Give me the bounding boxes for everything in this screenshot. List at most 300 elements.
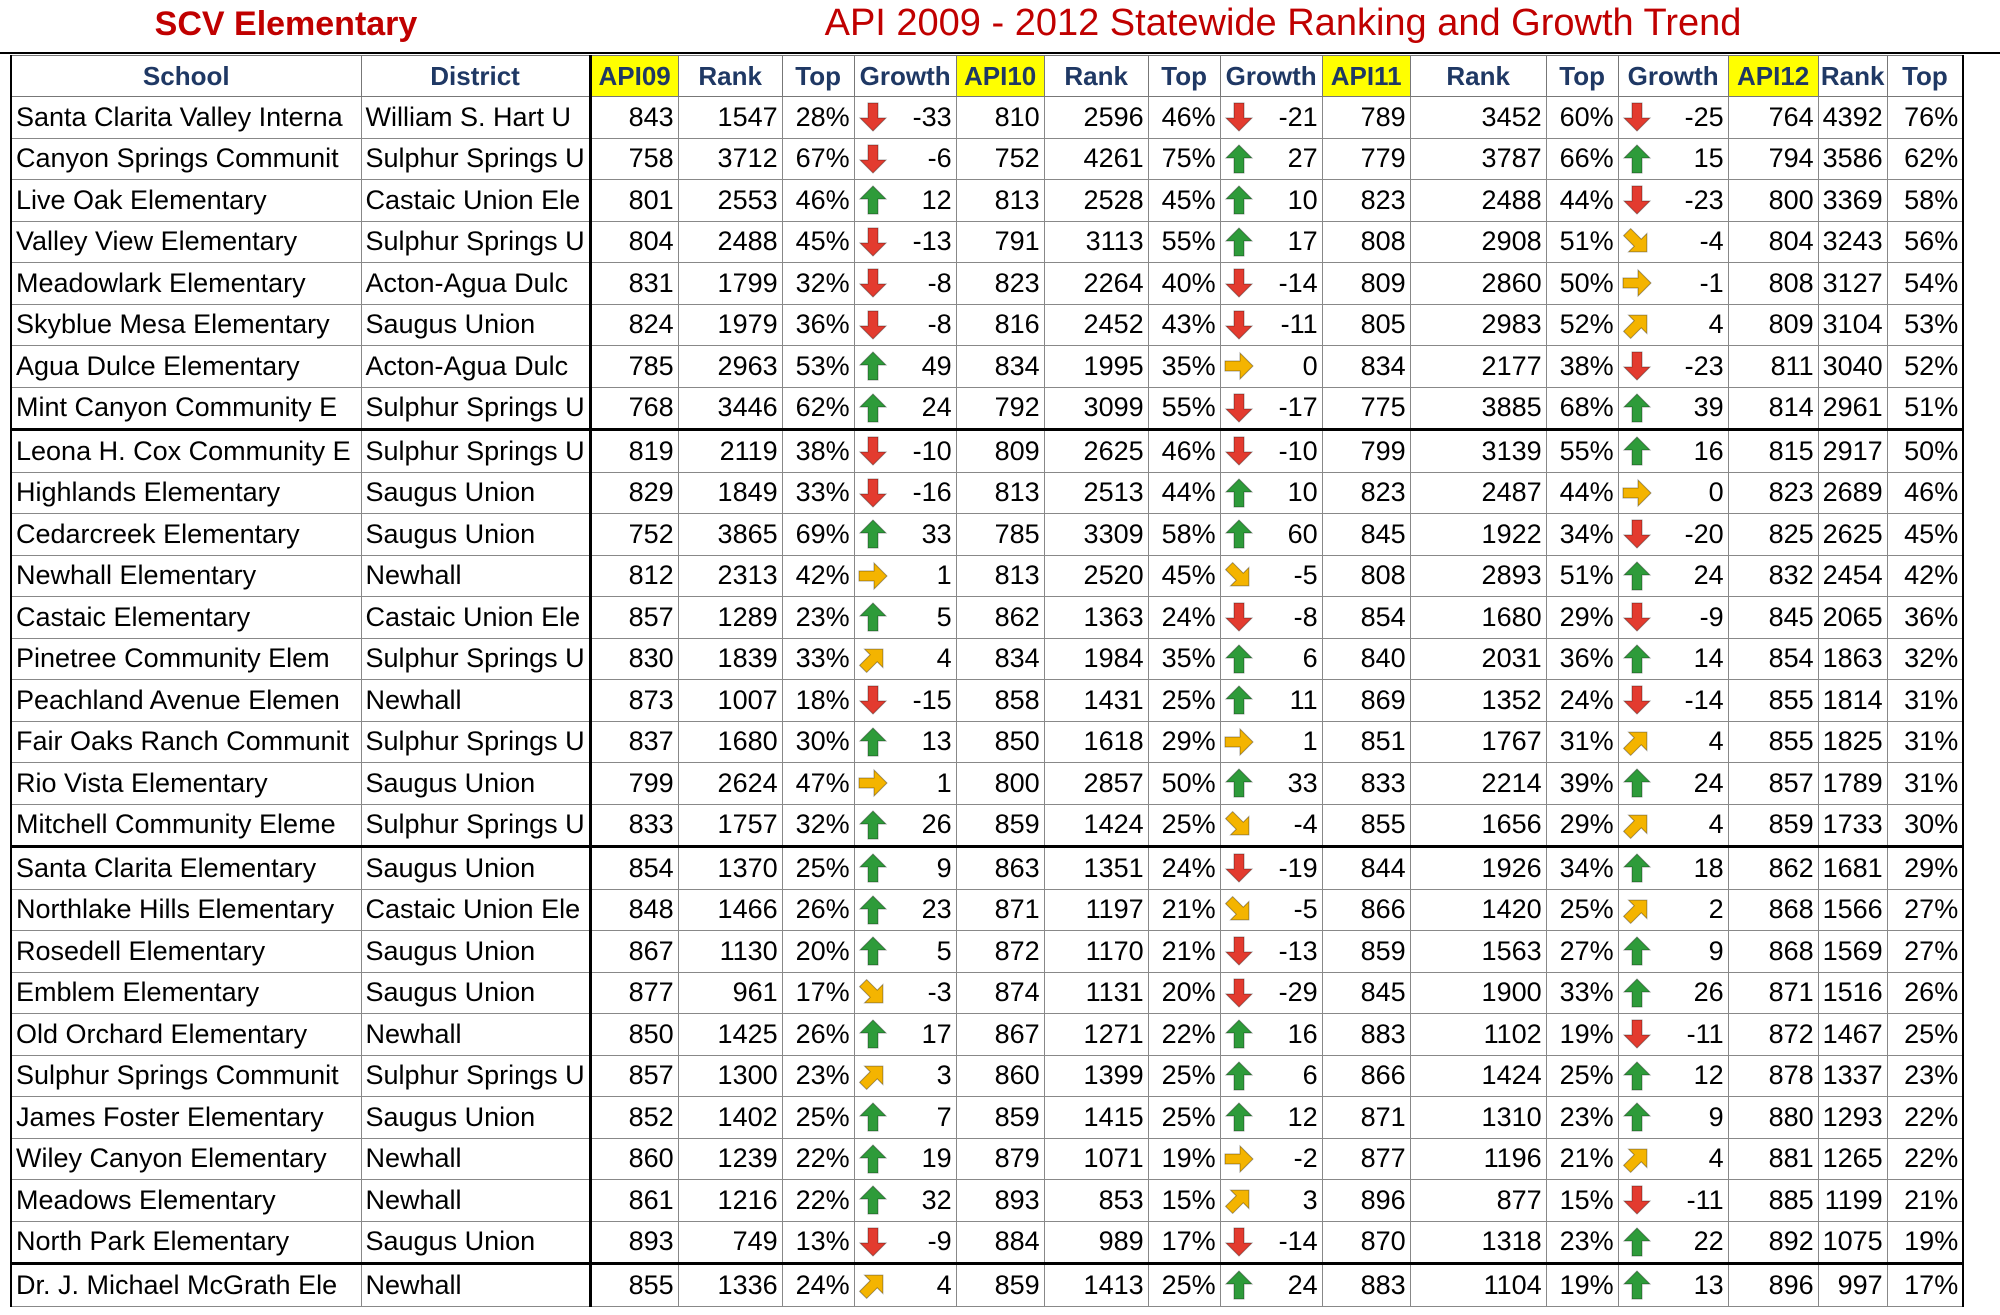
api10-cell[interactable]: 871: [956, 889, 1044, 931]
top12-cell[interactable]: 26%: [1887, 972, 1963, 1014]
growth10-cell[interactable]: [854, 555, 956, 597]
api11-cell[interactable]: 851: [1322, 721, 1410, 763]
growth12-cell[interactable]: [1618, 1014, 1728, 1056]
rank10-cell[interactable]: 1984: [1044, 638, 1148, 680]
api09-cell[interactable]: 837: [590, 721, 678, 763]
api11-cell[interactable]: 775: [1322, 387, 1410, 430]
api12-cell[interactable]: 857: [1728, 763, 1818, 805]
rank10-cell[interactable]: 1995: [1044, 346, 1148, 388]
api11-cell[interactable]: 789: [1322, 97, 1410, 139]
top09-cell[interactable]: 17%: [782, 972, 854, 1014]
api10-cell[interactable]: 752: [956, 138, 1044, 180]
api10-cell[interactable]: 863: [956, 847, 1044, 890]
rank09-cell[interactable]: 1216: [678, 1180, 782, 1222]
api10-cell[interactable]: 792: [956, 387, 1044, 430]
top10-cell[interactable]: 35%: [1148, 346, 1220, 388]
api10-cell[interactable]: 834: [956, 638, 1044, 680]
api11-cell[interactable]: 854: [1322, 597, 1410, 639]
rank10-cell[interactable]: 1415: [1044, 1097, 1148, 1139]
rank10-cell[interactable]: 1271: [1044, 1014, 1148, 1056]
district-cell[interactable]: Saugus Union: [361, 1221, 590, 1264]
growth10-cell[interactable]: [854, 597, 956, 639]
top11-cell[interactable]: 23%: [1546, 1097, 1618, 1139]
growth12-cell[interactable]: [1618, 97, 1728, 139]
district-cell[interactable]: Newhall: [361, 1138, 590, 1180]
growth12-cell[interactable]: [1618, 472, 1728, 514]
api09-cell[interactable]: 785: [590, 346, 678, 388]
top09-cell[interactable]: 13%: [782, 1221, 854, 1264]
api10-cell[interactable]: 834: [956, 346, 1044, 388]
column-header-growth[interactable]: Growth: [1220, 56, 1322, 97]
school-cell[interactable]: Agua Dulce Elementary: [11, 346, 361, 388]
growth11-cell[interactable]: [1220, 972, 1322, 1014]
top11-cell[interactable]: 51%: [1546, 221, 1618, 263]
api09-cell[interactable]: 893: [590, 1221, 678, 1264]
column-header-rank[interactable]: Rank: [678, 56, 782, 97]
top12-cell[interactable]: 62%: [1887, 138, 1963, 180]
growth10-cell[interactable]: [854, 721, 956, 763]
top11-cell[interactable]: 51%: [1546, 555, 1618, 597]
top10-cell[interactable]: 75%: [1148, 138, 1220, 180]
rank11-cell[interactable]: 2860: [1410, 263, 1546, 305]
growth12-cell[interactable]: [1618, 889, 1728, 931]
top09-cell[interactable]: 33%: [782, 638, 854, 680]
rank09-cell[interactable]: 1130: [678, 931, 782, 973]
column-header-rank[interactable]: Rank: [1818, 56, 1887, 97]
growth12-cell[interactable]: [1618, 763, 1728, 805]
rank12-cell[interactable]: 4392: [1818, 97, 1887, 139]
growth12-cell[interactable]: [1618, 1264, 1728, 1307]
rank10-cell[interactable]: 1071: [1044, 1138, 1148, 1180]
district-cell[interactable]: Castaic Union Ele: [361, 597, 590, 639]
growth10-cell[interactable]: [854, 97, 956, 139]
growth10-cell[interactable]: [854, 1180, 956, 1222]
top09-cell[interactable]: 47%: [782, 763, 854, 805]
rank12-cell[interactable]: 2065: [1818, 597, 1887, 639]
top11-cell[interactable]: 29%: [1546, 597, 1618, 639]
api09-cell[interactable]: 768: [590, 387, 678, 430]
rank09-cell[interactable]: 1979: [678, 304, 782, 346]
top11-cell[interactable]: 50%: [1546, 263, 1618, 305]
rank11-cell[interactable]: 2488: [1410, 180, 1546, 222]
rank09-cell[interactable]: 1466: [678, 889, 782, 931]
api12-cell[interactable]: 854: [1728, 638, 1818, 680]
top10-cell[interactable]: 21%: [1148, 931, 1220, 973]
top09-cell[interactable]: 67%: [782, 138, 854, 180]
rank09-cell[interactable]: 2488: [678, 221, 782, 263]
rank11-cell[interactable]: 1104: [1410, 1264, 1546, 1307]
api09-cell[interactable]: 843: [590, 97, 678, 139]
growth11-cell[interactable]: [1220, 1138, 1322, 1180]
rank12-cell[interactable]: 3369: [1818, 180, 1887, 222]
api10-cell[interactable]: 860: [956, 1055, 1044, 1097]
rank12-cell[interactable]: 997: [1818, 1264, 1887, 1307]
top11-cell[interactable]: 15%: [1546, 1180, 1618, 1222]
top09-cell[interactable]: 24%: [782, 1264, 854, 1307]
api10-cell[interactable]: 785: [956, 514, 1044, 556]
district-cell[interactable]: Sulphur Springs U: [361, 638, 590, 680]
api12-cell[interactable]: 855: [1728, 721, 1818, 763]
api09-cell[interactable]: 848: [590, 889, 678, 931]
growth10-cell[interactable]: [854, 1014, 956, 1056]
rank11-cell[interactable]: 1767: [1410, 721, 1546, 763]
top09-cell[interactable]: 23%: [782, 1055, 854, 1097]
api09-cell[interactable]: 854: [590, 847, 678, 890]
school-cell[interactable]: Meadowlark Elementary: [11, 263, 361, 305]
growth11-cell[interactable]: [1220, 1055, 1322, 1097]
rank11-cell[interactable]: 1926: [1410, 847, 1546, 890]
top09-cell[interactable]: 20%: [782, 931, 854, 973]
top10-cell[interactable]: 25%: [1148, 804, 1220, 847]
rank11-cell[interactable]: 2214: [1410, 763, 1546, 805]
district-cell[interactable]: Saugus Union: [361, 763, 590, 805]
top11-cell[interactable]: 39%: [1546, 763, 1618, 805]
rank12-cell[interactable]: 1293: [1818, 1097, 1887, 1139]
api12-cell[interactable]: 892: [1728, 1221, 1818, 1264]
top10-cell[interactable]: 45%: [1148, 555, 1220, 597]
school-cell[interactable]: Canyon Springs Communit: [11, 138, 361, 180]
api10-cell[interactable]: 816: [956, 304, 1044, 346]
top09-cell[interactable]: 23%: [782, 597, 854, 639]
rank10-cell[interactable]: 1413: [1044, 1264, 1148, 1307]
api11-cell[interactable]: 809: [1322, 263, 1410, 305]
api11-cell[interactable]: 845: [1322, 514, 1410, 556]
rank10-cell[interactable]: 2264: [1044, 263, 1148, 305]
growth10-cell[interactable]: [854, 387, 956, 430]
rank11-cell[interactable]: 3787: [1410, 138, 1546, 180]
growth10-cell[interactable]: [854, 221, 956, 263]
rank12-cell[interactable]: 3586: [1818, 138, 1887, 180]
top09-cell[interactable]: 33%: [782, 472, 854, 514]
district-cell[interactable]: Sulphur Springs U: [361, 387, 590, 430]
api10-cell[interactable]: 879: [956, 1138, 1044, 1180]
column-header-api10[interactable]: API10: [956, 56, 1044, 97]
api12-cell[interactable]: 871: [1728, 972, 1818, 1014]
rank10-cell[interactable]: 3309: [1044, 514, 1148, 556]
rank12-cell[interactable]: 3243: [1818, 221, 1887, 263]
growth12-cell[interactable]: [1618, 304, 1728, 346]
rank09-cell[interactable]: 1839: [678, 638, 782, 680]
rank09-cell[interactable]: 3712: [678, 138, 782, 180]
top10-cell[interactable]: 25%: [1148, 1055, 1220, 1097]
api09-cell[interactable]: 877: [590, 972, 678, 1014]
rank11-cell[interactable]: 3139: [1410, 430, 1546, 473]
district-cell[interactable]: Saugus Union: [361, 304, 590, 346]
api11-cell[interactable]: 779: [1322, 138, 1410, 180]
top09-cell[interactable]: 25%: [782, 847, 854, 890]
top09-cell[interactable]: 18%: [782, 680, 854, 722]
top10-cell[interactable]: 17%: [1148, 1221, 1220, 1264]
growth12-cell[interactable]: [1618, 387, 1728, 430]
top12-cell[interactable]: 54%: [1887, 263, 1963, 305]
school-cell[interactable]: Leona H. Cox Community E: [11, 430, 361, 473]
top11-cell[interactable]: 27%: [1546, 931, 1618, 973]
growth10-cell[interactable]: [854, 304, 956, 346]
api12-cell[interactable]: 800: [1728, 180, 1818, 222]
school-cell[interactable]: James Foster Elementary: [11, 1097, 361, 1139]
column-header-rank[interactable]: Rank: [1410, 56, 1546, 97]
top12-cell[interactable]: 27%: [1887, 931, 1963, 973]
top12-cell[interactable]: 45%: [1887, 514, 1963, 556]
api09-cell[interactable]: 857: [590, 597, 678, 639]
district-cell[interactable]: Saugus Union: [361, 514, 590, 556]
api10-cell[interactable]: 810: [956, 97, 1044, 139]
api12-cell[interactable]: 855: [1728, 680, 1818, 722]
growth12-cell[interactable]: [1618, 1055, 1728, 1097]
top09-cell[interactable]: 28%: [782, 97, 854, 139]
district-cell[interactable]: Saugus Union: [361, 1097, 590, 1139]
school-cell[interactable]: Skyblue Mesa Elementary: [11, 304, 361, 346]
rank10-cell[interactable]: 2520: [1044, 555, 1148, 597]
top12-cell[interactable]: 31%: [1887, 680, 1963, 722]
district-cell[interactable]: Saugus Union: [361, 931, 590, 973]
rank11-cell[interactable]: 1922: [1410, 514, 1546, 556]
rank11-cell[interactable]: 1310: [1410, 1097, 1546, 1139]
top10-cell[interactable]: 46%: [1148, 97, 1220, 139]
rank10-cell[interactable]: 1424: [1044, 804, 1148, 847]
school-cell[interactable]: Valley View Elementary: [11, 221, 361, 263]
school-cell[interactable]: Sulphur Springs Communit: [11, 1055, 361, 1097]
api12-cell[interactable]: 845: [1728, 597, 1818, 639]
top11-cell[interactable]: 34%: [1546, 514, 1618, 556]
district-cell[interactable]: Acton-Agua Dulc: [361, 346, 590, 388]
api09-cell[interactable]: 850: [590, 1014, 678, 1056]
api11-cell[interactable]: 799: [1322, 430, 1410, 473]
rank12-cell[interactable]: 3127: [1818, 263, 1887, 305]
column-header-top[interactable]: Top: [1887, 56, 1963, 97]
school-cell[interactable]: Highlands Elementary: [11, 472, 361, 514]
top11-cell[interactable]: 38%: [1546, 346, 1618, 388]
api09-cell[interactable]: 867: [590, 931, 678, 973]
rank11-cell[interactable]: 3885: [1410, 387, 1546, 430]
school-cell[interactable]: Rio Vista Elementary: [11, 763, 361, 805]
school-cell[interactable]: Dr. J. Michael McGrath Ele: [11, 1264, 361, 1307]
rank09-cell[interactable]: 3446: [678, 387, 782, 430]
growth11-cell[interactable]: [1220, 847, 1322, 890]
rank09-cell[interactable]: 1239: [678, 1138, 782, 1180]
top10-cell[interactable]: 25%: [1148, 680, 1220, 722]
column-header-top[interactable]: Top: [782, 56, 854, 97]
top09-cell[interactable]: 46%: [782, 180, 854, 222]
column-header-api12[interactable]: API12: [1728, 56, 1818, 97]
top09-cell[interactable]: 45%: [782, 221, 854, 263]
top11-cell[interactable]: 66%: [1546, 138, 1618, 180]
api09-cell[interactable]: 824: [590, 304, 678, 346]
api11-cell[interactable]: 855: [1322, 804, 1410, 847]
api12-cell[interactable]: 794: [1728, 138, 1818, 180]
top12-cell[interactable]: 29%: [1887, 847, 1963, 890]
api12-cell[interactable]: 868: [1728, 889, 1818, 931]
rank10-cell[interactable]: 853: [1044, 1180, 1148, 1222]
rank12-cell[interactable]: 1814: [1818, 680, 1887, 722]
top11-cell[interactable]: 21%: [1546, 1138, 1618, 1180]
school-cell[interactable]: Castaic Elementary: [11, 597, 361, 639]
column-header-district[interactable]: District: [361, 56, 590, 97]
top10-cell[interactable]: 19%: [1148, 1138, 1220, 1180]
api09-cell[interactable]: 829: [590, 472, 678, 514]
growth12-cell[interactable]: [1618, 847, 1728, 890]
api11-cell[interactable]: 844: [1322, 847, 1410, 890]
top12-cell[interactable]: 27%: [1887, 889, 1963, 931]
rank09-cell[interactable]: 2553: [678, 180, 782, 222]
top09-cell[interactable]: 42%: [782, 555, 854, 597]
rank12-cell[interactable]: 1566: [1818, 889, 1887, 931]
rank10-cell[interactable]: 1618: [1044, 721, 1148, 763]
rank11-cell[interactable]: 1352: [1410, 680, 1546, 722]
rank11-cell[interactable]: 2031: [1410, 638, 1546, 680]
growth10-cell[interactable]: [854, 263, 956, 305]
api12-cell[interactable]: 885: [1728, 1180, 1818, 1222]
district-cell[interactable]: Newhall: [361, 680, 590, 722]
growth10-cell[interactable]: [854, 972, 956, 1014]
rank12-cell[interactable]: 1075: [1818, 1221, 1887, 1264]
growth12-cell[interactable]: [1618, 555, 1728, 597]
api09-cell[interactable]: 831: [590, 263, 678, 305]
growth11-cell[interactable]: [1220, 638, 1322, 680]
top11-cell[interactable]: 31%: [1546, 721, 1618, 763]
column-header-top[interactable]: Top: [1148, 56, 1220, 97]
rank12-cell[interactable]: 3040: [1818, 346, 1887, 388]
rank11-cell[interactable]: 3452: [1410, 97, 1546, 139]
school-cell[interactable]: Peachland Avenue Elemen: [11, 680, 361, 722]
rank10-cell[interactable]: 2596: [1044, 97, 1148, 139]
rank11-cell[interactable]: 2893: [1410, 555, 1546, 597]
top11-cell[interactable]: 29%: [1546, 804, 1618, 847]
top11-cell[interactable]: 19%: [1546, 1264, 1618, 1307]
rank10-cell[interactable]: 2513: [1044, 472, 1148, 514]
growth11-cell[interactable]: [1220, 1264, 1322, 1307]
api11-cell[interactable]: 859: [1322, 931, 1410, 973]
growth12-cell[interactable]: [1618, 597, 1728, 639]
rank12-cell[interactable]: 2625: [1818, 514, 1887, 556]
rank10-cell[interactable]: 2452: [1044, 304, 1148, 346]
growth11-cell[interactable]: [1220, 1014, 1322, 1056]
growth11-cell[interactable]: [1220, 263, 1322, 305]
api10-cell[interactable]: 813: [956, 180, 1044, 222]
school-cell[interactable]: Newhall Elementary: [11, 555, 361, 597]
school-cell[interactable]: Old Orchard Elementary: [11, 1014, 361, 1056]
top10-cell[interactable]: 35%: [1148, 638, 1220, 680]
api11-cell[interactable]: 866: [1322, 1055, 1410, 1097]
top11-cell[interactable]: 34%: [1546, 847, 1618, 890]
top12-cell[interactable]: 25%: [1887, 1014, 1963, 1056]
growth12-cell[interactable]: [1618, 180, 1728, 222]
rank12-cell[interactable]: 1265: [1818, 1138, 1887, 1180]
api12-cell[interactable]: 808: [1728, 263, 1818, 305]
top12-cell[interactable]: 76%: [1887, 97, 1963, 139]
rank09-cell[interactable]: 961: [678, 972, 782, 1014]
top12-cell[interactable]: 52%: [1887, 346, 1963, 388]
growth11-cell[interactable]: [1220, 387, 1322, 430]
api11-cell[interactable]: 808: [1322, 555, 1410, 597]
api12-cell[interactable]: 881: [1728, 1138, 1818, 1180]
api11-cell[interactable]: 870: [1322, 1221, 1410, 1264]
api11-cell[interactable]: 883: [1322, 1264, 1410, 1307]
rank10-cell[interactable]: 1431: [1044, 680, 1148, 722]
top10-cell[interactable]: 40%: [1148, 263, 1220, 305]
top10-cell[interactable]: 43%: [1148, 304, 1220, 346]
top09-cell[interactable]: 36%: [782, 304, 854, 346]
rank09-cell[interactable]: 2119: [678, 430, 782, 473]
top11-cell[interactable]: 25%: [1546, 1055, 1618, 1097]
api12-cell[interactable]: 809: [1728, 304, 1818, 346]
rank09-cell[interactable]: 749: [678, 1221, 782, 1264]
rank10-cell[interactable]: 2857: [1044, 763, 1148, 805]
top11-cell[interactable]: 44%: [1546, 472, 1618, 514]
api11-cell[interactable]: 823: [1322, 180, 1410, 222]
school-cell[interactable]: Live Oak Elementary: [11, 180, 361, 222]
growth12-cell[interactable]: [1618, 1138, 1728, 1180]
rank11-cell[interactable]: 1656: [1410, 804, 1546, 847]
column-header-growth[interactable]: Growth: [854, 56, 956, 97]
top10-cell[interactable]: 55%: [1148, 221, 1220, 263]
column-header-rank[interactable]: Rank: [1044, 56, 1148, 97]
growth12-cell[interactable]: [1618, 221, 1728, 263]
rank12-cell[interactable]: 2689: [1818, 472, 1887, 514]
top11-cell[interactable]: 24%: [1546, 680, 1618, 722]
growth11-cell[interactable]: [1220, 555, 1322, 597]
top12-cell[interactable]: 50%: [1887, 430, 1963, 473]
top12-cell[interactable]: 46%: [1887, 472, 1963, 514]
district-cell[interactable]: Newhall: [361, 1264, 590, 1307]
rank09-cell[interactable]: 2963: [678, 346, 782, 388]
growth12-cell[interactable]: [1618, 931, 1728, 973]
api10-cell[interactable]: 862: [956, 597, 1044, 639]
growth11-cell[interactable]: [1220, 597, 1322, 639]
growth11-cell[interactable]: [1220, 931, 1322, 973]
top10-cell[interactable]: 20%: [1148, 972, 1220, 1014]
rank11-cell[interactable]: 1102: [1410, 1014, 1546, 1056]
top11-cell[interactable]: 25%: [1546, 889, 1618, 931]
growth10-cell[interactable]: [854, 680, 956, 722]
api09-cell[interactable]: 819: [590, 430, 678, 473]
top11-cell[interactable]: 19%: [1546, 1014, 1618, 1056]
growth10-cell[interactable]: [854, 638, 956, 680]
api12-cell[interactable]: 878: [1728, 1055, 1818, 1097]
top10-cell[interactable]: 46%: [1148, 430, 1220, 473]
top11-cell[interactable]: 52%: [1546, 304, 1618, 346]
api10-cell[interactable]: 809: [956, 430, 1044, 473]
rank11-cell[interactable]: 1680: [1410, 597, 1546, 639]
top12-cell[interactable]: 53%: [1887, 304, 1963, 346]
growth12-cell[interactable]: [1618, 638, 1728, 680]
rank12-cell[interactable]: 1337: [1818, 1055, 1887, 1097]
growth11-cell[interactable]: [1220, 514, 1322, 556]
api10-cell[interactable]: 858: [956, 680, 1044, 722]
rank11-cell[interactable]: 2983: [1410, 304, 1546, 346]
api11-cell[interactable]: 834: [1322, 346, 1410, 388]
top12-cell[interactable]: 21%: [1887, 1180, 1963, 1222]
rank09-cell[interactable]: 1370: [678, 847, 782, 890]
growth11-cell[interactable]: [1220, 763, 1322, 805]
top09-cell[interactable]: 53%: [782, 346, 854, 388]
growth12-cell[interactable]: [1618, 1180, 1728, 1222]
school-cell[interactable]: Fair Oaks Ranch Communit: [11, 721, 361, 763]
api10-cell[interactable]: 893: [956, 1180, 1044, 1222]
rank09-cell[interactable]: 1547: [678, 97, 782, 139]
district-cell[interactable]: William S. Hart U: [361, 97, 590, 139]
growth12-cell[interactable]: [1618, 804, 1728, 847]
district-cell[interactable]: Sulphur Springs U: [361, 221, 590, 263]
rank11-cell[interactable]: 877: [1410, 1180, 1546, 1222]
api09-cell[interactable]: 801: [590, 180, 678, 222]
growth11-cell[interactable]: [1220, 889, 1322, 931]
district-cell[interactable]: Saugus Union: [361, 847, 590, 890]
api11-cell[interactable]: 823: [1322, 472, 1410, 514]
api10-cell[interactable]: 791: [956, 221, 1044, 263]
top10-cell[interactable]: 58%: [1148, 514, 1220, 556]
growth10-cell[interactable]: [854, 138, 956, 180]
